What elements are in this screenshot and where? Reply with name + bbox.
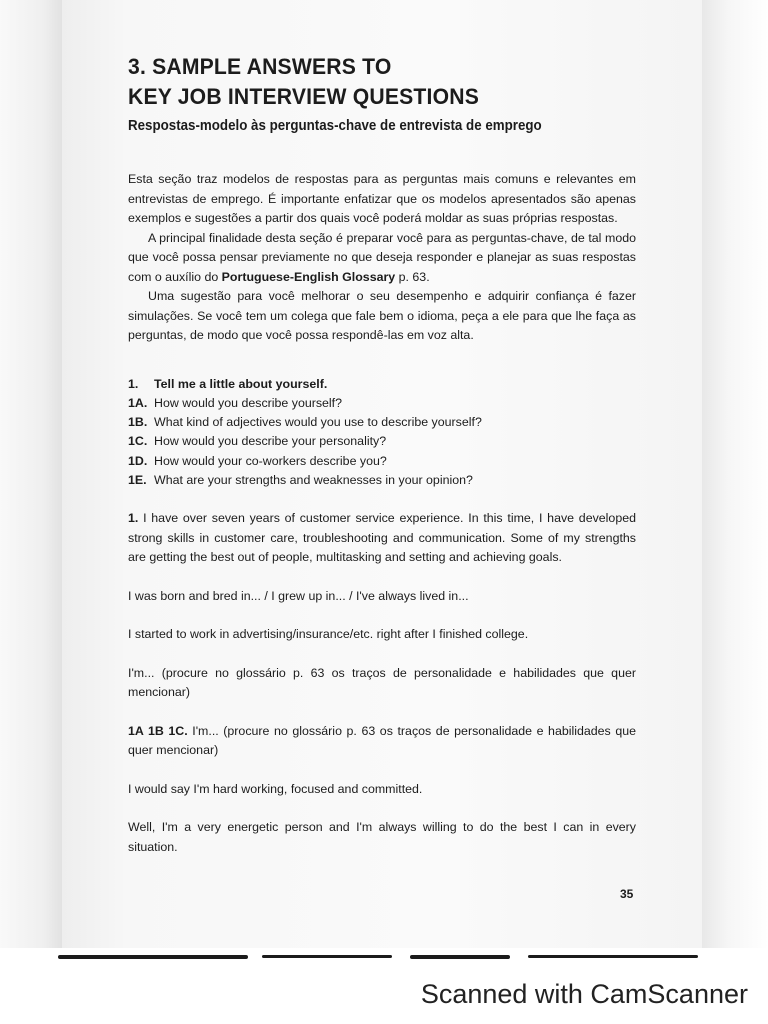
question-number: 1.: [128, 376, 139, 391]
intro-paragraph-3: Uma sugestão para você melhorar o seu desempenho e adquirir confiança é fazer simulações. Se você tem um colega que fale bem o idioma, peça a ele para que lhe faça as perguntas, de modo que você possa respondê-las em voz alta.: [128, 289, 636, 342]
intro-p2-text: A principal finalidade desta seção é preparar você para as perguntas-chave, de tal modo que você possa pensar previamente no que deseja responder e planejar as suas respostas com o auxílio do: [128, 230, 636, 284]
question-text: Tell me a little about yourself.: [154, 376, 328, 391]
answer-2: I was born and bred in... / I grew up in... / I've always lived in...: [128, 588, 469, 603]
answer-3: I started to work in advertising/insurance/etc. right after I finished college.: [128, 627, 529, 642]
question-item: [128, 413, 636, 432]
page-number: 35: [620, 887, 634, 901]
title-line-1: 3. SAMPLE ANSWERS TO: [128, 54, 392, 79]
intro-paragraph-1: Esta seção traz modelos de respostas para as perguntas mais comuns e relevantes em entrevistas de emprego. É importante enfatizar que os modelos apresentados são apenas exemplos e sugestões a partir dos quais você poderá moldar as suas próprias respostas.: [128, 172, 636, 225]
chapter-subtitle: Respostas-modelo às perguntas-chave de entrevista de emprego: [128, 118, 542, 134]
scan-edge-line: [528, 955, 698, 958]
question-text: What are your strengths and weaknesses in your opinion?: [154, 472, 473, 487]
question-number: 1D.: [128, 453, 148, 468]
question-list: [128, 375, 636, 491]
question-item: [128, 432, 636, 451]
camscanner-watermark: Scanned with CamScanner: [420, 979, 748, 1009]
answer-7: Well, I'm a very energetic person and I'm always willing to do the best I can in every situation.: [128, 820, 636, 854]
answer-5-text: I'm... (procure no glossário p. 63 os traços de personalidade e habilidades que quer mencionar): [128, 723, 637, 758]
question-number: 1B.: [128, 415, 148, 430]
intro-p2-end: p. 63.: [395, 269, 430, 284]
question-item: [128, 471, 636, 490]
question-text: How would you describe yourself?: [154, 395, 343, 410]
page-content: [128, 52, 636, 876]
scan-right-margin: [702, 0, 768, 948]
answer-6: I would say I'm hard working, focused and committed.: [128, 781, 423, 796]
question-item: [128, 375, 636, 394]
question-number: 1E.: [128, 472, 147, 487]
question-number: 1A.: [128, 395, 148, 410]
answer-1-number: 1.: [128, 511, 139, 526]
question-text: What kind of adjectives would you use to describe yourself?: [154, 415, 482, 430]
answers-section: [128, 509, 636, 857]
answer-1: [128, 509, 636, 568]
scan-left-margin: [0, 0, 62, 948]
intro-paragraph-2: [128, 229, 636, 288]
glossary-reference: Portuguese-English Glossary: [221, 269, 396, 284]
scan-edge-line: [262, 955, 392, 958]
intro-section: [128, 170, 636, 346]
answer-4: I'm... (procure no glossário p. 63 os traços de personalidade e habilidades que quer mencionar): [128, 665, 636, 700]
title-line-2: KEY JOB INTERVIEW QUESTIONS: [128, 84, 479, 109]
question-item: [128, 394, 636, 413]
answer-1-text: I have over seven years of customer service experience. In this time, I have developed strong skills in customer care, troubleshooting and communication. Some of my strengths are getting the best out of people, multitasking and setting and achieving goals.: [128, 511, 636, 565]
question-item: [128, 452, 636, 471]
chapter-title: [128, 52, 606, 112]
answer-5-label: 1A 1B 1C.: [128, 723, 188, 738]
scan-edge-line: [58, 955, 248, 959]
question-text: How would you describe your personality?: [154, 434, 387, 449]
question-number: 1C.: [128, 434, 148, 449]
answer-5: [128, 722, 636, 761]
scan-edge-line: [410, 955, 510, 959]
question-text: How would your co-workers describe you?: [154, 453, 387, 468]
